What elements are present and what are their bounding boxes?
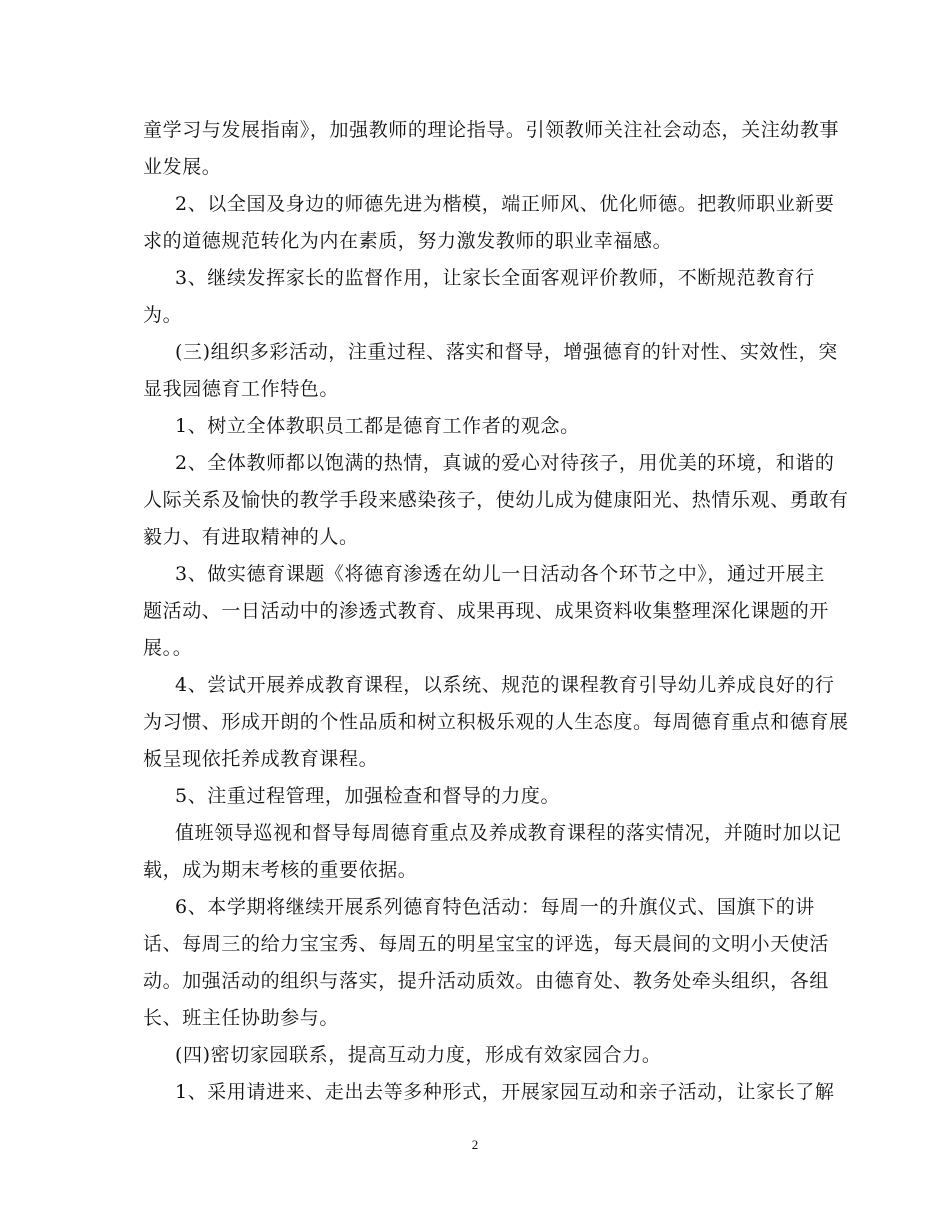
- text-line: 为。: [143, 304, 183, 326]
- text-line: 2、以全国及身边的师德先进为楷模，端正师风、优化师德。把教师职业新要: [175, 193, 835, 215]
- text-line: 话、每周三的给力宝宝秀、每周五的明星宝宝的评选，每天晨间的文明小天使活: [143, 933, 830, 955]
- text-line: 5、注重过程管理，加强检查和督导的力度。: [175, 785, 561, 807]
- text-line: 4、尝试开展养成教育课程，以系统、规范的课程教育引导幼儿养成良好的行: [175, 674, 835, 696]
- text-line: 为习惯、形成开朗的个性品质和树立积极乐观的人生态度。每周德育重点和德育展: [143, 711, 849, 733]
- text-line: 1、树立全体教职员工都是德育工作者的观念。: [175, 415, 580, 437]
- text-line: 长、班主任协助参与。: [143, 1007, 340, 1029]
- text-line: 6、本学期将继续开展系列德育特色活动：每周一的升旗仪式、国旗下的讲: [175, 896, 815, 918]
- text-line: 板呈现依托养成教育课程。: [143, 748, 379, 770]
- page-number: 2: [471, 1137, 479, 1152]
- text-line: 展。。: [143, 637, 193, 659]
- text-line: 题活动、一日活动中的渗透式教育、成果再现、成果资料收集整理深化课题的开: [143, 600, 830, 622]
- text-line: 3、继续发挥家长的监督作用，让家长全面客观评价教师，不断规范教育行: [175, 267, 815, 289]
- text-line: 值班领导巡视和督导每周德育重点及养成教育课程的落实情况，并随时加以记: [175, 822, 842, 844]
- text-line: 人际关系及愉快的教学手段来感染孩子，使幼儿成为健康阳光、热情乐观、勇敢有: [143, 489, 849, 511]
- text-line: 显我园德育工作特色。: [143, 378, 340, 400]
- text-line: 1、采用请进来、走出去等多种形式，开展家园互动和亲子活动，让家长了解: [175, 1081, 835, 1103]
- text-line: 毅力、有进取精神的人。: [143, 526, 359, 548]
- text-line: 动。加强活动的组织与落实，提升活动质效。由德育处、教务处牵头组织，各组: [143, 970, 830, 992]
- text-line: 2、全体教师都以饱满的热情，真诚的爱心对待孩子，用优美的环境，和谐的: [175, 452, 835, 474]
- text-line: 业发展。: [143, 156, 222, 178]
- text-line: 载，成为期末考核的重要依据。: [143, 859, 418, 881]
- text-line: 3、做实德育课题《将德育渗透在幼儿一日活动各个环节之中》，通过开展主: [175, 563, 825, 585]
- text-line: 童学习与发展指南》，加强教师的理论指导。引领教师关注社会动态，关注幼教事: [143, 119, 840, 141]
- text-line: 求的道德规范转化为内在素质，努力激发教师的职业幸福感。: [143, 230, 673, 252]
- text-line: (四)密切家园联系，提高互动力度，形成有效家园合力。: [175, 1044, 662, 1066]
- text-line: (三)组织多彩活动，注重过程、落实和督导，增强德育的针对性、实效性，突: [175, 341, 838, 363]
